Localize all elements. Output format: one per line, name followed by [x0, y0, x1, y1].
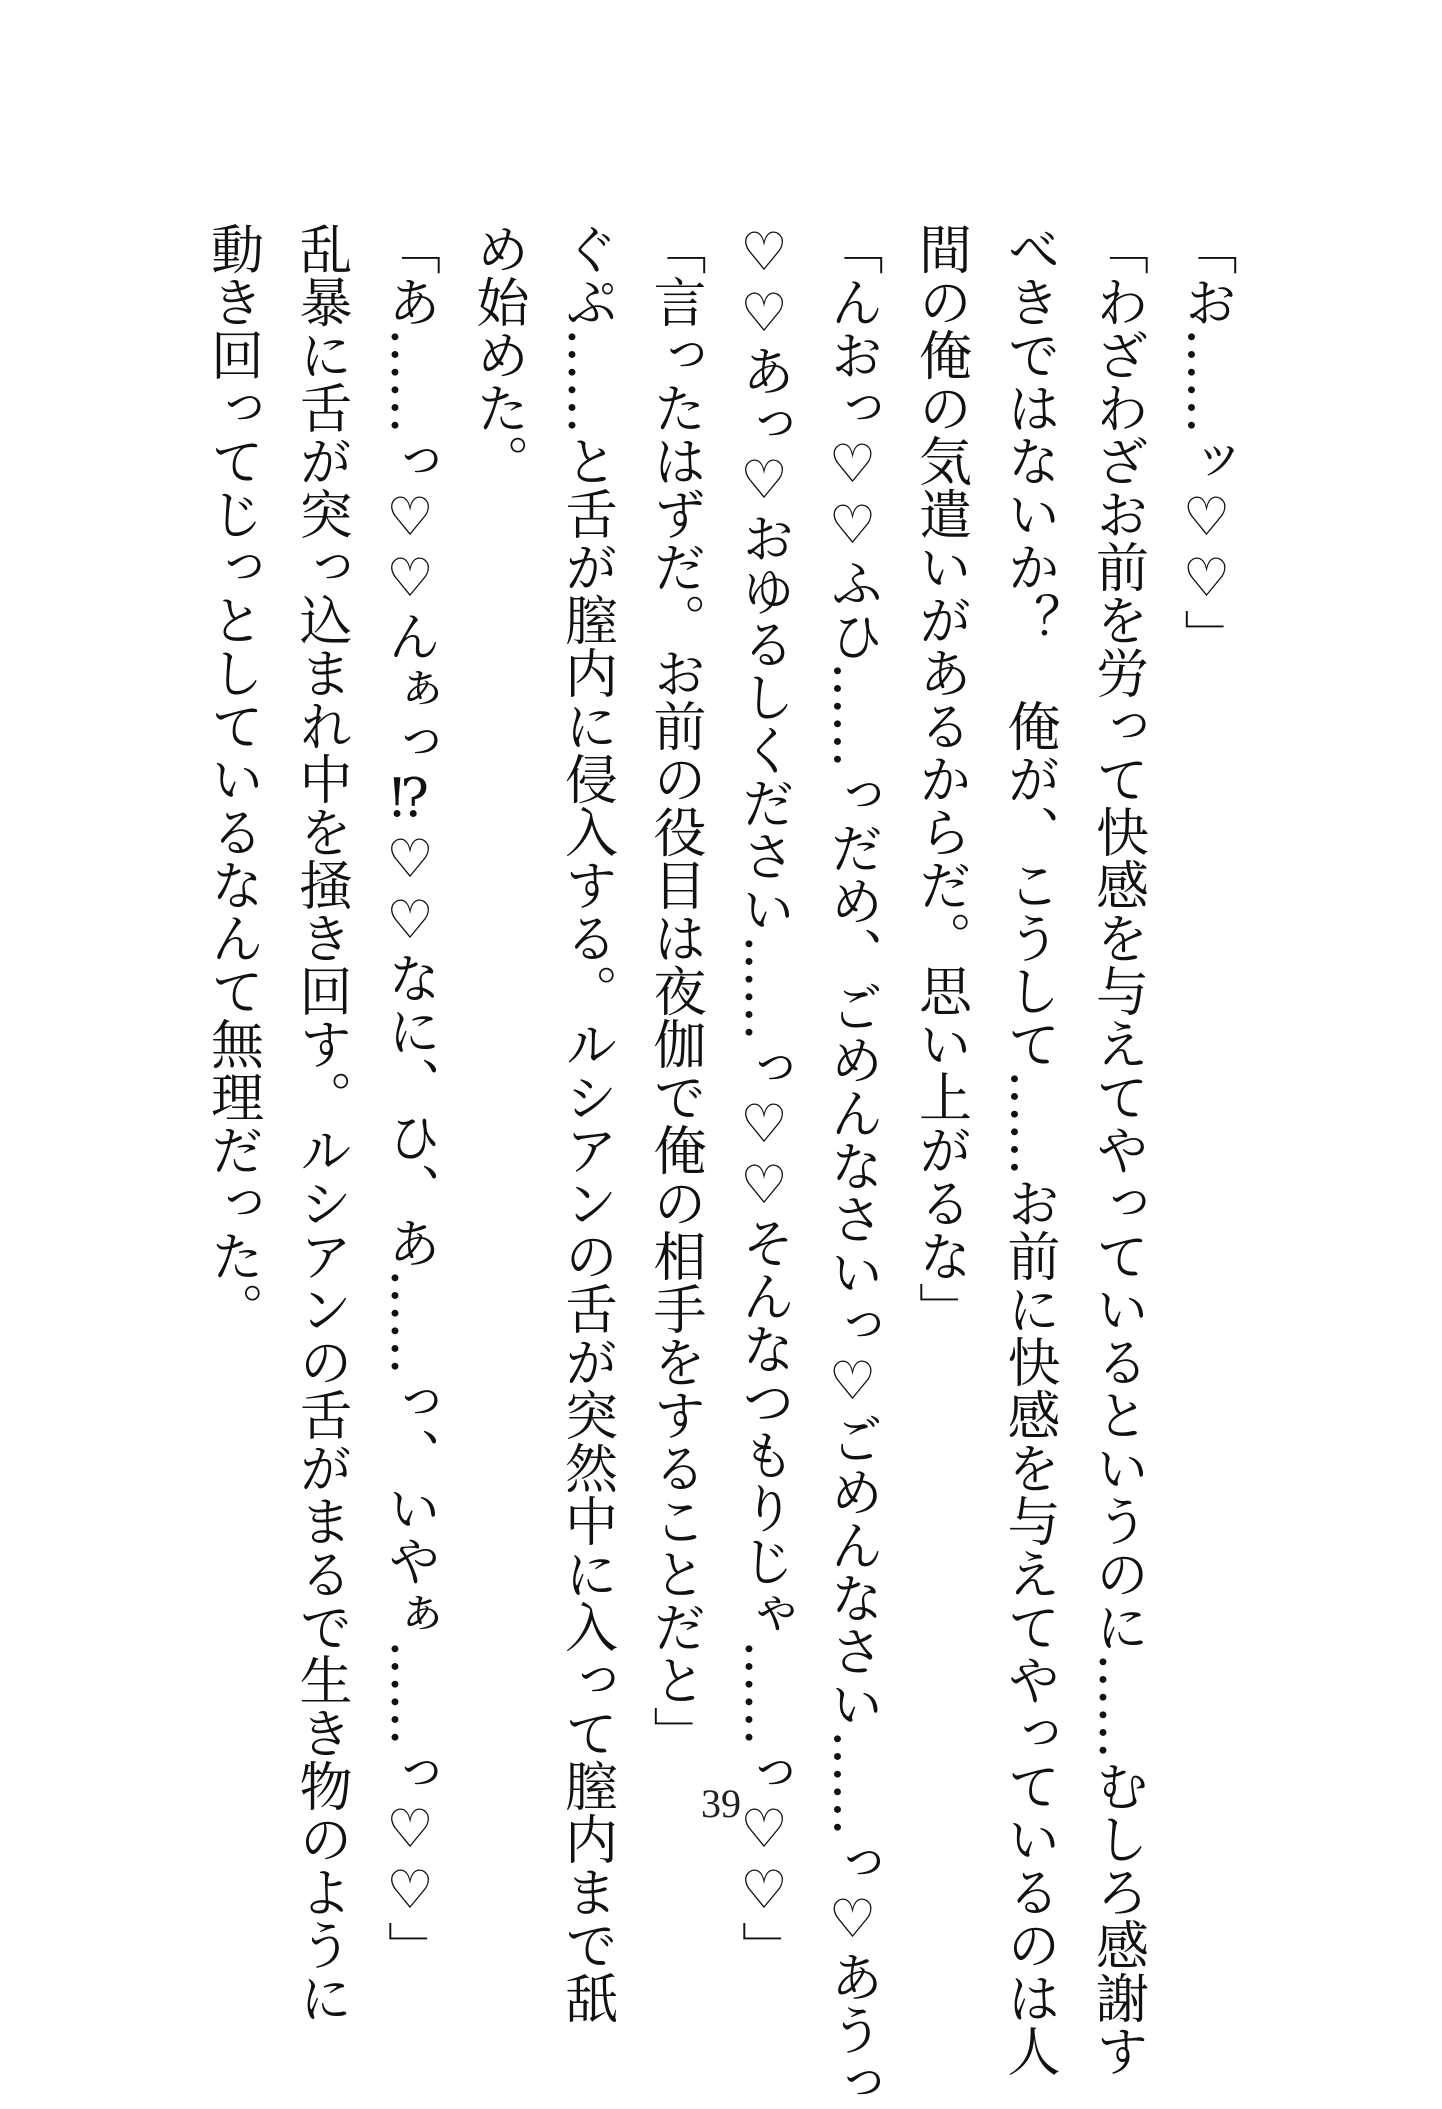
- text-line-8: ぐぷ……と舌が膣内に侵入する。ルシアンの舌が突然中に入って膣内まで舐: [556, 222, 618, 2024]
- page-number: 39: [701, 1781, 741, 1826]
- text-line-11: 乱暴に舌が突っ込まれ中を掻き回す。ルシアンの舌がまるで生き物のように: [291, 222, 352, 2024]
- text-line-5: 「んおっ♡♡ふひ……っだめ、ごめんなさいっ♡ごめんなさい……っ♡あうっ: [822, 222, 883, 2109]
- text-line-9: め始めた。: [468, 222, 529, 487]
- text-line-3: べきではないか？ 俺が、こうして……お前に快感を与えてやっているのは人: [999, 222, 1060, 2077]
- text-line-12: 動き回ってじっとしているなんて無理だった。: [202, 222, 264, 1335]
- text-line-2: 「わざわざお前を労って快感を与えてやっているというのに……むしろ感謝す: [1087, 222, 1149, 2077]
- text-line-6: ♡♡あっ♡おゆるしください……っ♡♡そんなつもりじゃ……っ♡♡」: [733, 222, 795, 1974]
- text-line-10: 「あ……っ♡♡んぁっ⁉♡♡なに、ひ、あ……っ、いやぁ……っ♡♡」: [379, 222, 441, 1974]
- text-line-7: 「言ったはずだ。お前の役目は夜伽で俺の相手をすることだと」: [645, 222, 706, 1759]
- text-line-1: 「お……ッ♡♡」: [1176, 222, 1237, 662]
- text-line-4: 間の俺の気遣いがあるからだ。思い上がるな」: [910, 222, 972, 1335]
